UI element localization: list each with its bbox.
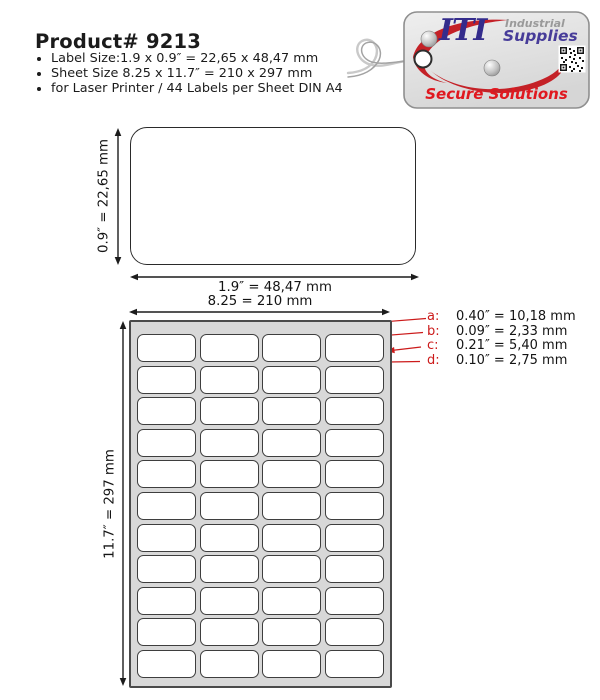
sheet-label-cell — [137, 555, 196, 583]
sheet-label-cell — [325, 618, 384, 646]
annotation-value: 0.10″ = 2,75 mm — [456, 353, 568, 369]
sheet-label-cell — [137, 334, 196, 362]
sheet-label-cell — [137, 524, 196, 552]
rivet-bead-icon — [421, 31, 437, 47]
sheet-label-cell — [137, 492, 196, 520]
sheet-label-cell — [262, 334, 321, 362]
sheet-label-cell — [200, 587, 259, 615]
sheet-grid — [129, 320, 392, 688]
product-specs-list — [36, 51, 343, 96]
sheet-label-cell — [137, 460, 196, 488]
sheet-label-cell — [200, 492, 259, 520]
annotation-row-b — [427, 325, 576, 340]
annotation-row-d — [427, 354, 576, 369]
brand-supplies-text: Supplies — [503, 27, 578, 45]
sheet-label-cell — [325, 397, 384, 425]
sheet-label-cell — [200, 460, 259, 488]
page-title: Product# 9213 — [35, 30, 202, 53]
sheet-label-cell — [200, 397, 259, 425]
annotation-key: b: — [427, 323, 440, 339]
annotation-arrow-c — [387, 347, 421, 351]
sheet-label-cell — [262, 524, 321, 552]
rivet-bead-icon — [484, 60, 500, 76]
brand-industrial-text: Industrial — [505, 17, 565, 30]
annotation-key: c: — [427, 338, 439, 354]
sheet-label-cell — [325, 524, 384, 552]
qr-code-icon — [559, 46, 586, 73]
sheet-label-cell — [262, 555, 321, 583]
label-height-dimension-label: 0.9″ = 22,65 mm — [96, 139, 112, 253]
brand-tagline-text: Secure Solutions — [425, 85, 568, 103]
annotation-value: 0.40″ = 10,18 mm — [456, 309, 576, 324]
annotation-row-a — [427, 310, 576, 325]
sheet-label-cell — [137, 587, 196, 615]
sheet-label-cell — [200, 650, 259, 678]
spec-item-sheet-size: • Sheet Size 8.25 x 11.7″ = 210 x 297 mm — [51, 66, 343, 81]
brand-tag — [403, 11, 590, 109]
sheet-label-cell — [262, 492, 321, 520]
sheet-label-cell — [325, 587, 384, 615]
annotation-row-c — [427, 339, 576, 354]
dim-arrow-sheet-height — [120, 321, 127, 686]
sheet-label-cell — [137, 618, 196, 646]
sheet-label-cell — [262, 366, 321, 394]
sheet-label-cell — [325, 492, 384, 520]
sheet-label-cell — [325, 366, 384, 394]
sheet-label-cell — [137, 397, 196, 425]
sheet-label-cell — [200, 524, 259, 552]
sheet-label-cell — [262, 587, 321, 615]
label-width-dimension-label: 1.9″ = 48,47 mm — [218, 280, 332, 295]
sheet-label-cell — [200, 618, 259, 646]
dim-arrow-label-height — [115, 128, 122, 265]
single-label-outline — [130, 127, 416, 265]
sheet-height-dimension-label: 11.7″ = 297 mm — [102, 449, 118, 559]
sheet-label-cell — [262, 460, 321, 488]
sheet-label-cell — [200, 429, 259, 457]
brand-iti-text: ITI — [439, 13, 487, 48]
sheet-label-cell — [137, 366, 196, 394]
spec-item-label-size: • Label Size:1.9 x 0.9″ = 22,65 x 48,47 mm — [51, 51, 343, 66]
sheet-label-cell — [262, 650, 321, 678]
sheet-label-cell — [325, 334, 384, 362]
sheet-label-cell — [325, 429, 384, 457]
sheet-label-cell — [262, 618, 321, 646]
annotation-key: d: — [427, 353, 440, 369]
sheet-label-cell — [137, 429, 196, 457]
sheet-label-cell — [262, 429, 321, 457]
sheet-label-cell — [200, 555, 259, 583]
spec-item-printer-info: • for Laser Printer / 44 Labels per Sheet DIN A4 — [51, 81, 343, 96]
tag-hole — [415, 51, 432, 68]
annotation-value: 0.21″ = 5,40 mm — [456, 338, 568, 354]
sheet-label-cell — [325, 460, 384, 488]
sheet-label-cell — [325, 555, 384, 583]
dim-arrow-sheet-width — [129, 309, 390, 316]
sheet-label-cell — [325, 650, 384, 678]
sheet-label-cell — [137, 650, 196, 678]
sheet-label-cell — [200, 334, 259, 362]
dimension-annotations — [427, 310, 576, 369]
sheet-label-cell — [262, 397, 321, 425]
sheet-label-cell — [200, 366, 259, 394]
sheet-width-dimension-label: 8.25 = 210 mm — [207, 294, 313, 309]
annotation-key: a: — [427, 309, 440, 324]
annotation-value: 0.09″ = 2,33 mm — [456, 323, 568, 339]
